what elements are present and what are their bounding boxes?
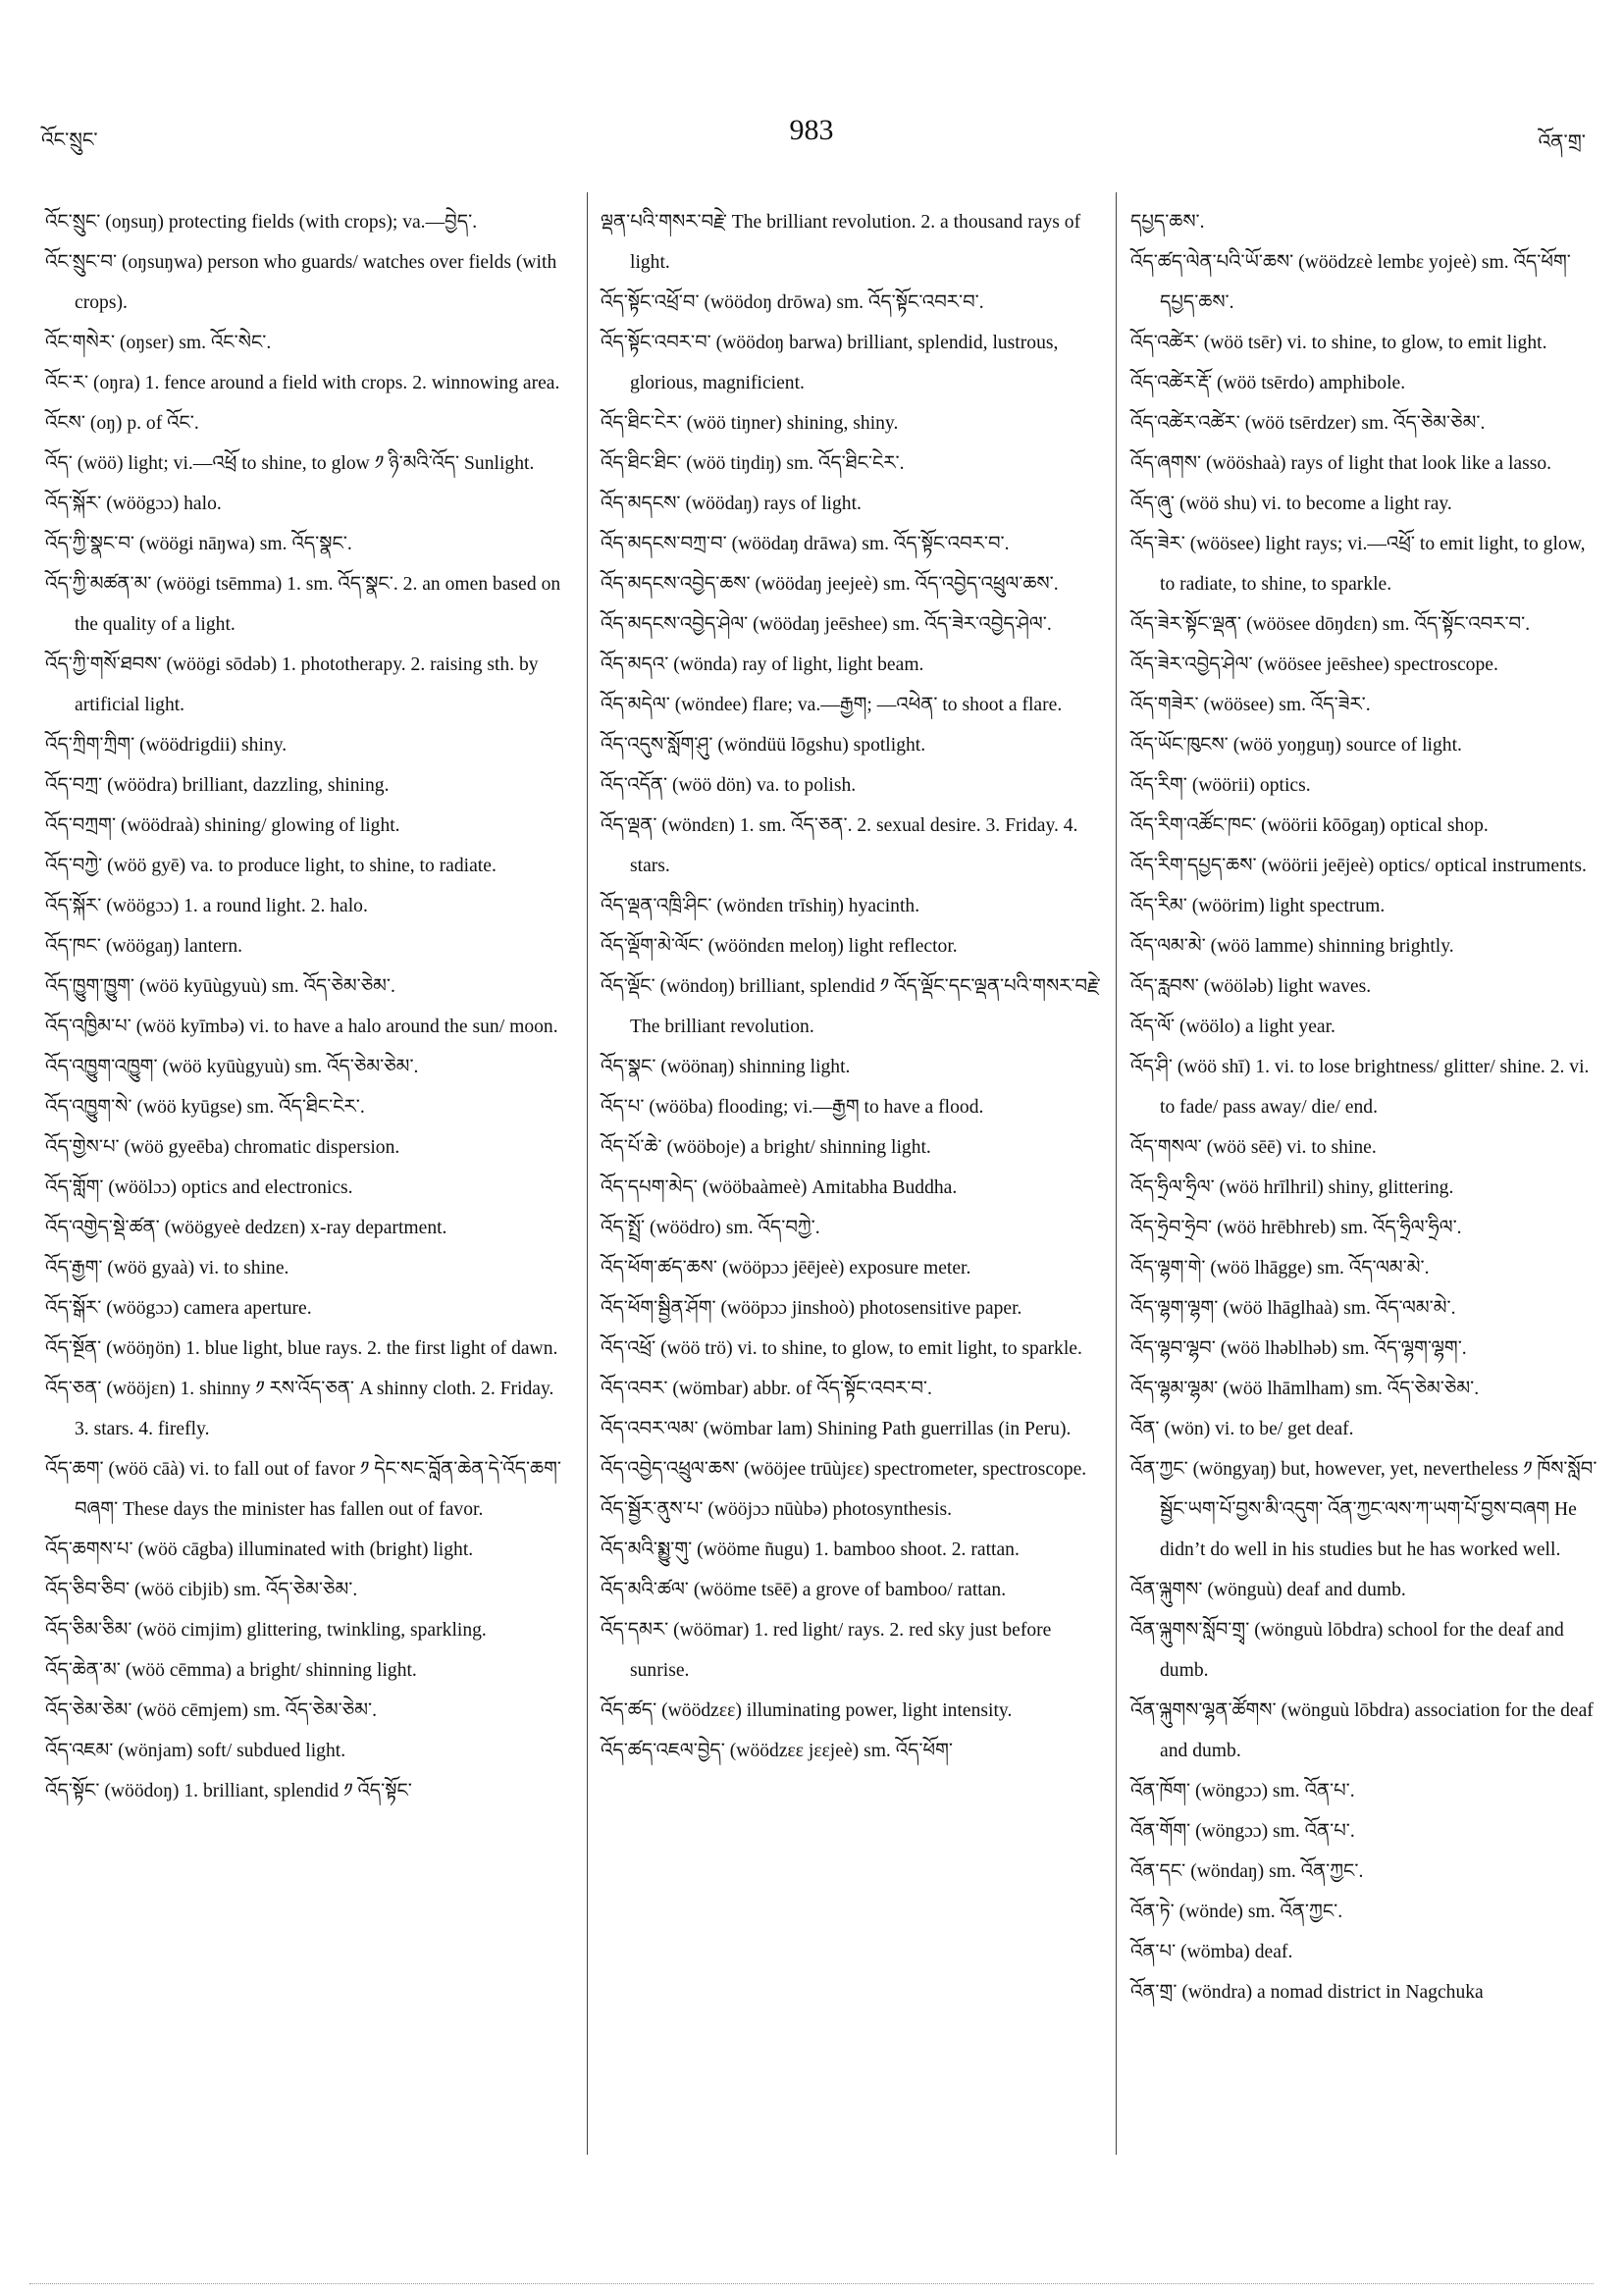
dictionary-entry: འོད་བཀྱེ་ (wöö gyē) va. to produce light, to shine, to radiate. bbox=[45, 856, 497, 876]
dictionary-entry: འོད་འཁྱུག་འཁྱུག་ (wöö kyūùgyuù) sm. འོད་ཅེམ་ཅེམ་. bbox=[45, 1057, 419, 1077]
dictionary-entry: འོན་གོག་ (wöngɔɔ) sm. འོན་པ་. bbox=[1130, 1821, 1355, 1842]
dictionary-entry: འོད་འབར་ལམ་ (wömbar lam) Shining Path guerrillas (in Peru). bbox=[601, 1419, 1072, 1439]
dictionary-entry: འོད་ལྡན་ (wöndɛn) 1. sm. འོད་ཅན་. 2. sexual desire. 3. Friday. 4. stars. bbox=[601, 815, 1078, 876]
dictionary-entry: འོད་འབར་ (wömbar) abbr. of འོད་སྟོང་འབར་བ་. bbox=[601, 1379, 932, 1399]
dictionary-entry: འོད་ལོ་ (wöölo) a light year. bbox=[1130, 1017, 1335, 1037]
dictionary-entry: འོད་བཀྲ་ (wöödra) brilliant, dazzling, shining. bbox=[45, 775, 390, 796]
dictionary-entry: འོད་ཟེར་ (wöösee) light rays; vi.—འཕྲོ་ to emit light, to glow, to radiate, to shine, to sparkle. bbox=[1130, 534, 1586, 595]
dictionary-entry: འོང་ར་ (oŋra) 1. fence around a field with crops. 2. winnowing area. bbox=[45, 373, 560, 393]
column-3 bbox=[1130, 202, 1599, 2012]
dictionary-entry: འོད་ཤི་ (wöö shī) 1. vi. to lose brightness/ glitter/ shine. 2. vi. to fade/ pass away/ die/ end. bbox=[1130, 1057, 1590, 1118]
dictionary-entry: འོད་སྦྱོར་ནུས་པ་ (wööjɔɔ nūùbə) photosynthesis. bbox=[601, 1499, 953, 1520]
dictionary-entry: འོད་མའི་སྨྱུ་གུ་ (wööme ñugu) 1. bamboo shoot. 2. rattan. bbox=[601, 1539, 1020, 1560]
dictionary-entry: འོད་ཅན་ (wööjɛn) 1. shinny ༡ རས་འོད་ཅན་ A shinny cloth. 2. Friday. 3. stars. 4. firefly. bbox=[45, 1379, 554, 1439]
dictionary-entry: འོད་ཁང་ (wöögaŋ) lantern. bbox=[45, 936, 243, 957]
dictionary-entry: འོད་ལྡོག་མེ་ལོང་ (wööndɛn meloŋ) light reflector. bbox=[601, 936, 958, 957]
dictionary-entry: འོད་ཅེམ་ཅེམ་ (wöö cēmjem) sm. འོད་ཅེམ་ཅེམ་. bbox=[45, 1700, 377, 1721]
dictionary-entry: འོན་ལྐུགས་ (wönguù) deaf and dumb. bbox=[1130, 1580, 1406, 1600]
dictionary-entry: འོད་སྟོང་འཕྲོ་བ་ (wöödoŋ drōwa) sm. འོད་སྟོང་འབར་བ་. bbox=[601, 292, 984, 313]
dictionary-entry: འོད་རིག་དཔྱད་ཆས་ (wöörii jeējeè) optics/ optical instruments. bbox=[1130, 856, 1587, 876]
dictionary-entry: འོད་སྟོང་འབར་བ་ (wöödoŋ barwa) brilliant, splendid, lustrous, glorious, magnificient. bbox=[601, 333, 1059, 393]
dictionary-entry: འོད་ཀྱི་མཚན་མ་ (wöögi tsēmma) 1. sm. འོད་སྣང་. 2. an omen based on the quality of a light. bbox=[45, 574, 561, 635]
dictionary-entry: འོན་ཁོག་ (wöngɔɔ) sm. འོན་པ་. bbox=[1130, 1781, 1355, 1801]
dictionary-entry: འོད་འཕྲོ་ (wöö trö) vi. to shine, to glow, to emit light, to sparkle. bbox=[601, 1338, 1082, 1359]
dictionary-entry: འོན་པ་ (wömba) deaf. bbox=[1130, 1942, 1293, 1962]
dictionary-entry: འོད་སྔོན་ (wööŋön) 1. blue light, blue rays. 2. the first light of dawn. bbox=[45, 1338, 558, 1359]
dictionary-entry: འོང་གསེར་ (oŋser) sm. འོང་སེང་. bbox=[45, 333, 272, 353]
dictionary-entry: འོད་འཁྱུག་སེ་ (wöö kyūgse) sm. འོད་ཐིང་ངེར་. bbox=[45, 1097, 365, 1118]
dictionary-entry: འོན་ཀྱང་ (wöngyaŋ) but, however, yet, nevertheless ༡ ཁོས་སློབ་སྦྱོང་ཡག་པོ་བྱས་མི་འདུག་ འོན་ཀྱང་ལས་ཀ་ཡག་པོ་བྱས་བཞག He didn’t do well in his studies but he has worked well. bbox=[1130, 1459, 1597, 1560]
dictionary-entry: འོད་ཆེན་མ་ (wöö cēmma) a bright/ shinning light. bbox=[45, 1660, 417, 1681]
dictionary-entry: འོད་མདའ་ (wönda) ray of light, light beam. bbox=[601, 654, 924, 675]
dictionary-entry: འོད་སྤྲོ་ (wöödro) sm. འོད་བཀྱེ་. bbox=[601, 1218, 820, 1238]
dictionary-entry: འོད་རླབས་ (wööləb) light waves. bbox=[1130, 976, 1372, 997]
dictionary-entry: འོད་དཔག་མེད་ (wööbaàmeè) Amitabha Buddha. bbox=[601, 1177, 958, 1198]
dictionary-entry: འོད་འཇམ་ (wönjam) soft/ subdued light. bbox=[45, 1741, 346, 1761]
dictionary-entry: འོད་མའི་ཚལ་ (wööme tsēē) a grove of bamboo/ rattan. bbox=[601, 1580, 1007, 1600]
dictionary-entry: འོད་ལྷབ་ལྷབ་ (wöö lhəblhəb) sm. འོད་ལྷག་ལྷག་. bbox=[1130, 1338, 1467, 1359]
dictionary-entry: འོད་ཐིང་ཐིང་ (wöö tiŋdiŋ) sm. འོད་ཐིང་ངེར་. bbox=[601, 453, 905, 474]
column-rule-left bbox=[587, 192, 588, 2155]
dictionary-entry: འོད་མདེལ་ (wöndee) flare; va.—རྒྱག; —འཕེན་ to shoot a flare. bbox=[601, 695, 1063, 715]
dictionary-entry: འོད་ཁྱུག་ཁྱུག་ (wöö kyūùgyuù) sm. འོད་ཅེམ་ཅེམ་. bbox=[45, 976, 395, 997]
dictionary-entry: འོད་སྐོར་ (wöögɔɔ) halo. bbox=[45, 494, 222, 514]
right-running-headword: འོན་གྲ་ bbox=[1538, 130, 1586, 153]
dictionary-entry: འོད་ཚད་ (wöödzɛɛ) illuminating power, light intensity. bbox=[601, 1700, 1013, 1721]
dictionary-entry: འོད་མདངས་བཀྲ་བ་ (wöödaŋ drāwa) sm. འོད་སྟོང་འབར་བ་. bbox=[601, 534, 1010, 554]
left-running-headword: འོང་སྲུང་ bbox=[41, 128, 98, 151]
dictionary-entry: འོད་ཞུ་ (wöö shu) vi. to become a light ray. bbox=[1130, 494, 1452, 514]
dictionary-entry: ལྡན་པའི་གསར་བརྗེ་ The brilliant revolution. 2. a thousand rays of light. bbox=[601, 212, 1081, 273]
dictionary-entry: འོད་འཚེར་འཚེར་ (wöö tsērdzer) sm. འོད་ཅེམ་ཅེམ་. bbox=[1130, 413, 1486, 434]
column-2 bbox=[601, 202, 1103, 1771]
scan-bottom-edge bbox=[29, 2283, 1594, 2284]
dictionary-entry: འོད་འཁྱིམ་པ་ (wöö kyīmbə) vi. to have a halo around the sun/ moon. bbox=[45, 1017, 558, 1037]
dictionary-entry: འོན་གྲ་ (wöndra) a nomad district in Nagchuka bbox=[1130, 1982, 1484, 2003]
dictionary-entry: འོང་སྲུང་བ་ (oŋsuŋwa) person who guards/ watches over fields (with crops). bbox=[45, 252, 557, 313]
dictionary-entry: འོད་ཧྲིལ་ཧྲིལ་ (wöö hrīlhril) shiny, glittering. bbox=[1130, 1177, 1454, 1198]
dictionary-entry: འོད་སྐོར་ (wöögɔɔ) 1. a round light. 2. halo. bbox=[45, 896, 368, 916]
dictionary-entry: འོད་པོ་ཆེ་ (wööboje) a bright/ shinning light. bbox=[601, 1137, 931, 1158]
dictionary-entry: འོན་ཏེ་ (wönde) sm. འོན་ཀྱང་. bbox=[1130, 1902, 1343, 1922]
dictionary-entry: འོད་ཕོག་སྦྱིན་ཤོག་ (wööpɔɔ jinshoò) photosensitive paper. bbox=[601, 1298, 1022, 1319]
dictionary-entry: འོད་འདོན་ (wöö dön) va. to polish. bbox=[601, 775, 857, 796]
dictionary-entry: འོད་གློག་ (wöölɔɔ) optics and electronics. bbox=[45, 1177, 353, 1198]
dictionary-entry: འོད་འཚེར་ (wöö tsēr) vi. to shine, to glow, to emit light. bbox=[1130, 333, 1547, 353]
column-1 bbox=[45, 202, 570, 1811]
dictionary-entry: འོད་རྒྱག་ (wöö gyaà) vi. to shine. bbox=[45, 1258, 289, 1278]
dictionary-entry: འོད་འཚེར་རྡོ་ (wöö tsērdo) amphibole. bbox=[1130, 373, 1406, 393]
dictionary-entry: འོང་སྲུང་ (oŋsuŋ) protecting fields (with crops); va.—བྱེད་. bbox=[45, 212, 478, 233]
dictionary-entry: འོད་འདུས་སློག་ཤུ་ (wöndüü lōgshu) spotlight. bbox=[601, 735, 926, 756]
dictionary-entry: འོད་ཆགས་པ་ (wöö cāgba) illuminated with (bright) light. bbox=[45, 1539, 474, 1560]
dictionary-entry: འོད་སྒོར་ (wöögɔɔ) camera aperture. bbox=[45, 1298, 312, 1319]
dictionary-entry: འོད་ཐིང་ངེར་ (wöö tiŋner) shining, shiny. bbox=[601, 413, 899, 434]
dictionary-entry: འོད་ཚད་འཇལ་བྱེད་ (wöödzɛɛ jɛɛjeè) sm. འོད་ཕོག་ bbox=[601, 1741, 953, 1761]
dictionary-entry: འོད་ཚད་ལེན་པའི་ཡོ་ཆས་ (wöödzɛè lembɛ yojeè) sm. འོད་ཕོག་དཔྱད་ཆས་. bbox=[1130, 252, 1571, 313]
dictionary-entry: འོད་པ་ (wööba) flooding; vi.—རྒྱག to have a flood. bbox=[601, 1097, 984, 1118]
dictionary-entry: འོད་ (wöö) light; vi.—འཕྲོ to shine, to glow ༡ ཉི་མའི་འོད་ Sunlight. bbox=[45, 453, 535, 474]
dictionary-entry: འོད་ཕོག་ཚད་ཆས་ (wööpɔɔ jēējeè) exposure meter. bbox=[601, 1258, 971, 1278]
dictionary-entry: འོད་དམར་ (wöömar) 1. red light/ rays. 2. red sky just before sunrise. bbox=[601, 1620, 1052, 1681]
dictionary-entry: དཔྱད་ཆས་. bbox=[1130, 212, 1205, 233]
dictionary-entry: འོད་ཧྲེབ་ཧྲེབ་ (wöö hrēbhreb) sm. འོད་ཧྲིལ་ཧྲིལ་. bbox=[1130, 1218, 1462, 1238]
dictionary-entry: འོད་འགྱེད་སྡེ་ཚན་ (wöögyeè dedzɛn) x-ray department. bbox=[45, 1218, 447, 1238]
dictionary-entry: འོན་དང་ (wöndaŋ) sm. འོན་ཀྱང་. bbox=[1130, 1861, 1364, 1882]
dictionary-entry: འོད་མདངས་འབྱེད་ཤེལ་ (wöödaŋ jeēshee) sm. འོད་ཟེར་འབྱེད་ཤེལ་. bbox=[601, 614, 1052, 635]
dictionary-entry: འོད་མདངས་འབྱེད་ཆས་ (wöödaŋ jeejeè) sm. འོད་འབྱེད་འཕྲུལ་ཆས་. bbox=[601, 574, 1059, 595]
dictionary-entry: འོད་བཀྲག་ (wöödraà) shining/ glowing of light. bbox=[45, 815, 400, 836]
dictionary-entry: འོངས་ (oŋ) p. of འོང་. bbox=[45, 413, 199, 434]
dictionary-entry: འོད་ཡོང་ཁུངས་ (wöö yoŋguŋ) source of light. bbox=[1130, 735, 1462, 756]
dictionary-entry: འོད་ལམ་མེ་ (wöö lamme) shinning brightly. bbox=[1130, 936, 1454, 957]
dictionary-entry: འོད་ཀྱི་སྣང་བ་ (wöögi nāŋwa) sm. འོད་སྣང་. bbox=[45, 534, 352, 554]
column-rule-right bbox=[1116, 192, 1117, 2155]
dictionary-entry: འོད་ལྷག་གེ་ (wöö lhāgge) sm. འོད་ལམ་མེ་. bbox=[1130, 1258, 1430, 1278]
dictionary-entry: འོད་ཟེར་སྟོང་ལྡན་ (wöösee dōŋdɛn) sm. འོད་སྟོང་འབར་བ་. bbox=[1130, 614, 1531, 635]
dictionary-entry: འོད་རིག་འཚོང་ཁང་ (wöörii kōōgaŋ) optical shop. bbox=[1130, 815, 1489, 836]
page-number: 983 bbox=[789, 114, 834, 146]
dictionary-entry: འོད་རིག་ (wöörii) optics. bbox=[1130, 775, 1311, 796]
dictionary-entry: འོད་ཀྲིག་ཀྲིག་ (wöödrigdii) shiny. bbox=[45, 735, 288, 756]
dictionary-entry: འོད་གསལ་ (wöö sēē) vi. to shine. bbox=[1130, 1137, 1377, 1158]
dictionary-entry: འོན་ལྐུགས་སློབ་གྲྭ་ (wönguù lōbdra) school for the deaf and dumb. bbox=[1130, 1620, 1564, 1681]
dictionary-entry: འོད་གཟེར་ (wöösee) sm. འོད་ཟེར་. bbox=[1130, 695, 1371, 715]
dictionary-entry: འོད་རིམ་ (wöörim) light spectrum. bbox=[1130, 896, 1386, 916]
dictionary-entry: འོད་ཅིམ་ཅིམ་ (wöö cimjim) glittering, twinkling, sparkling. bbox=[45, 1620, 487, 1641]
dictionary-entry: འོད་ཅིབ་ཅིབ་ (wöö cibjib) sm. འོད་ཅེམ་ཅེམ་. bbox=[45, 1580, 358, 1600]
dictionary-entry: འོད་ཟེར་འབྱེད་ཤེལ་ (wöösee jeēshee) spectroscope. bbox=[1130, 654, 1498, 675]
dictionary-entry: འོད་གྱེས་པ་ (wöö gyeēba) chromatic dispersion. bbox=[45, 1137, 400, 1158]
dictionary-entry: འོད་ལྷག་ལྷག་ (wöö lhāglhaà) sm. འོད་ལམ་མེ་. bbox=[1130, 1298, 1456, 1319]
dictionary-entry: འོད་འབྱེད་འཕྲུལ་ཆས་ (wööjee trūùjɛɛ) spectrometer, spectroscope. bbox=[601, 1459, 1087, 1480]
dictionary-entry: འོན་ (wön) vi. to be/ get deaf. bbox=[1130, 1419, 1354, 1439]
dictionary-entry: འོད་མདངས་ (wöödaŋ) rays of light. bbox=[601, 494, 862, 514]
dictionary-entry: འོད་ལྷམ་ལྷམ་ (wöö lhāmlham) sm. འོད་ཅེམ་ཅེམ་. bbox=[1130, 1379, 1480, 1399]
dictionary-entry: འོད་སྟོང་ (wöödoŋ) 1. brilliant, splendid ༡ འོད་སྟོང་ bbox=[45, 1781, 412, 1801]
dictionary-entry: འོད་ལྡོང་ (wöndoŋ) brilliant, splendid ༡ འོད་ལྡོང་དང་ལྡན་པའི་གསར་བརྗེ་ The brilliant revolution. bbox=[601, 976, 1101, 1037]
dictionary-entry: འོད་ཞགས་ (wööshaà) rays of light that look like a lasso. bbox=[1130, 453, 1552, 474]
dictionary-entry: འོད་ལྡན་འཁྲི་ཤིང་ (wöndɛn trīshiŋ) hyacinth. bbox=[601, 896, 920, 916]
dictionary-entry: འོན་ལྐུགས་ལྷན་ཚོགས་ (wönguù lōbdra) association for the deaf and dumb. bbox=[1130, 1700, 1594, 1761]
dictionary-entry: འོད་ཀྱི་གསོ་ཐབས་ (wöögi sōdəb) 1. phototherapy. 2. raising sth. by artificial light. bbox=[45, 654, 539, 715]
dictionary-entry: འོད་ཆག་ (wöö cāà) vi. to fall out of favor ༡ དེང་སང་བློན་ཆེན་དེ་འོད་ཆག་བཞག་ These days the minister has fallen out of favor. bbox=[45, 1459, 562, 1520]
dictionary-entry: འོད་སྣང་ (wöönaŋ) shinning light. bbox=[601, 1057, 851, 1077]
